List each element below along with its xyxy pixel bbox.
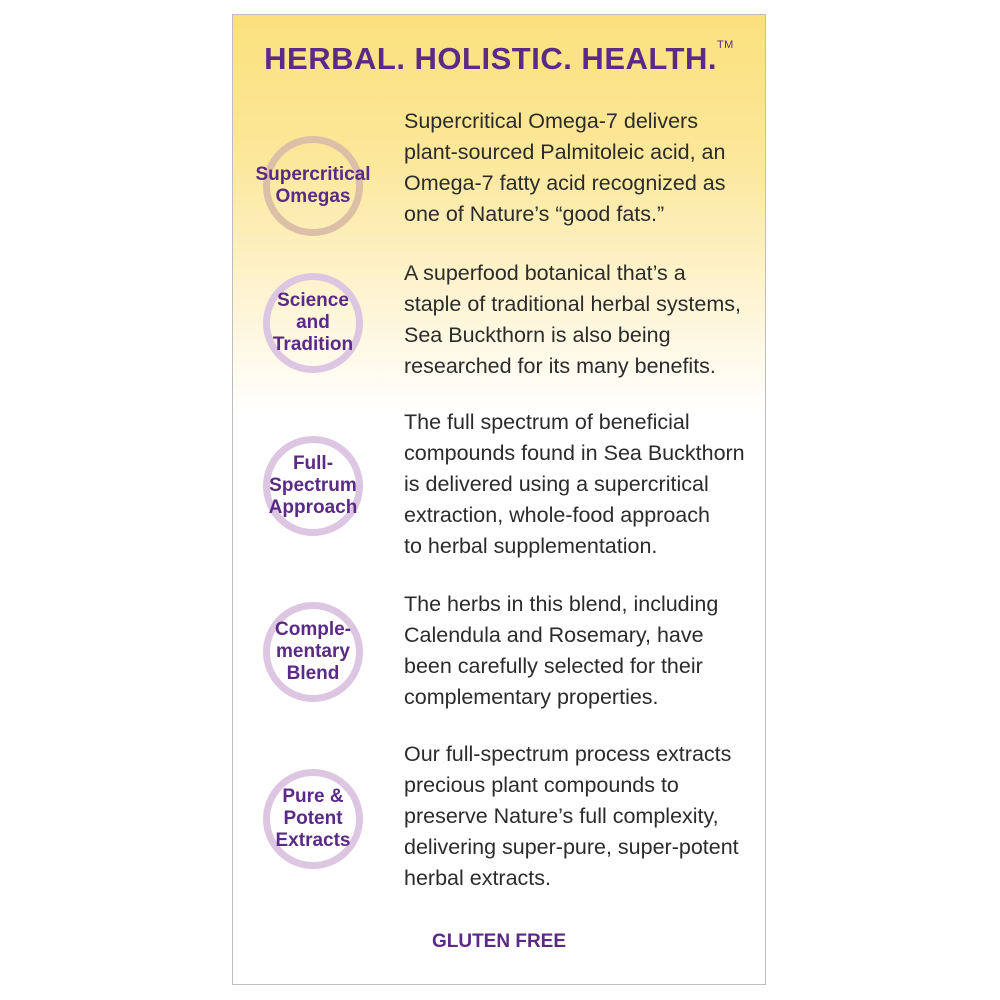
trademark: TM bbox=[716, 39, 734, 51]
gluten-free-label: GLUTEN FREE bbox=[431, 931, 567, 952]
feature-description: The herbs in this blend, including Calendula and Rosemary, have been carefully selected for their complementary properties. bbox=[404, 592, 719, 709]
product-label-panel bbox=[232, 14, 766, 985]
badge-label: Full- Spectrum Approach bbox=[268, 453, 358, 518]
feature-description: A superfood botanical that’s a staple of traditional herbal systems, Sea Buckthorn is also being researched for its many benefits. bbox=[404, 261, 741, 378]
badge-circle bbox=[263, 602, 363, 702]
feature-description: Our full-spectrum process extracts precious plant compounds to preserve Nature’s full complexity, delivering super-pure, super-potent herbal extracts. bbox=[404, 742, 739, 890]
badge-label: Comple- mentary Blend bbox=[275, 619, 351, 684]
headline bbox=[233, 41, 765, 77]
badge-label: Supercritical Omegas bbox=[255, 164, 371, 207]
badge-label: Pure & Potent Extracts bbox=[275, 786, 351, 851]
feature-description: The full spectrum of beneficial compounds found in Sea Buckthorn is delivered using a supercritical extraction, whole-food approach to herbal supplementation. bbox=[404, 410, 745, 558]
badge-circle bbox=[263, 436, 363, 536]
badge-label: Science and Tradition bbox=[272, 290, 354, 355]
badge-circle bbox=[263, 273, 363, 373]
headline-text: HERBAL. HOLISTIC. HEALTH. bbox=[264, 41, 717, 76]
badge-circle bbox=[255, 136, 371, 236]
feature-description: Supercritical Omega-7 delivers plant-sourced Palmitoleic acid, an Omega-7 fatty acid recognized as one of Nature’s “good fats.” bbox=[404, 109, 726, 226]
badge-circle bbox=[263, 769, 363, 869]
